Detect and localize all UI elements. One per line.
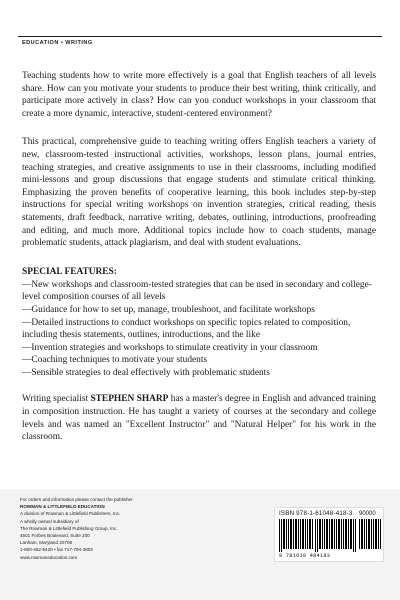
category-label: EDUCATION • WRITING <box>22 40 93 46</box>
feature-item: —Invention strategies and workshops to stimulate creativity in your classroom <box>22 342 318 353</box>
special-features-heading: SPECIAL FEATURES: <box>22 266 117 277</box>
feature-item: —Coaching techniques to motivate your students <box>22 355 208 366</box>
features-list <box>22 279 376 380</box>
barcode-block <box>274 507 384 562</box>
top-rule <box>18 36 382 37</box>
publisher-name: ROWMAN & LITTLEFIELD EDUCATION <box>20 504 105 510</box>
author-intro: Writing specialist <box>22 394 91 405</box>
publisher-city: Lanham, Maryland 20706 <box>20 540 73 546</box>
publisher-group: The Rowman & Littlefield Publishing Group, Inc. <box>20 525 118 531</box>
publisher-address: 4501 Forbes Boulevard, Suite 200 <box>20 533 90 539</box>
feature-item: —Guidance for how to set up, manage, troubleshoot, and facilitate workshops <box>22 304 315 315</box>
author-bio-rest: has a master's degree in English and advanced training in composition instruction. He has taught a variety of courses at the secondary and college levels and was named an "Excellent Instructor" and "Natural Helper" for his work in the classroom. <box>22 394 376 443</box>
isbn-label: ISBN 978-1-61048-418-3 <box>279 510 353 517</box>
feature-item: —New workshops and classroom-tested strategies that can be used in secondary and college-level composition courses of all levels <box>22 279 372 303</box>
publisher-phone: 1-800-462-6420 • fax 717-794-3803 <box>20 547 93 553</box>
addon-barcode-icon <box>359 519 381 549</box>
publisher-info <box>20 496 133 561</box>
feature-item: —Sensible strategies to deal effectively with problematic students <box>22 367 270 378</box>
publisher-contact-line: For orders and information please contact the publisher <box>20 497 133 502</box>
description-paragraph: This practical, comprehensive guide to teaching writing offers English teachers a variety of new, classroom-tested instructional activities, workshops, lesson plans, journal entries, teaching strategies, and creative assignments to use in their classrooms, including modified mini-lessons and group discussions that engage students and stimulate critical thinking. Emphasizing the proven benefits of cooperative learning, this book includes step-by-step instructions for special writing workshops on invention strategies, critical reading, thesis statements, draft feedback, narrative writing, debates, outlining, introductions, proofreading and editing, and much more. Additional topics include how to coach students, manage problematic students, attack plagiarism, and deal with student evaluations. <box>22 137 376 249</box>
barcode-icon <box>279 519 357 552</box>
publisher-website: www.rowmaneducation.com <box>20 554 78 560</box>
intro-paragraph: Teaching students how to write more effectively is a goal that English teachers of all levels share. How can you motivate your students to produce their best writing, think critically, and participate more actively in class? How can you conduct workshops in your classroom that create a more dynamic, interactive, student-centered environment? <box>22 71 376 119</box>
publisher-division: A division of Rowman & Littlefield Publishers, Inc. <box>20 511 121 517</box>
feature-item: —Detailed instructions to conduct workshops on specific topics related to composition, including thesis statements, outlines, introductions, and the like <box>22 317 351 341</box>
author-bio <box>22 393 376 443</box>
addon-number: 90000 <box>359 511 376 517</box>
author-name: STEPHEN SHARP <box>90 394 169 405</box>
publisher-subsidiary-line: A wholly owned subsidiary of <box>20 518 79 524</box>
barcode-number: 9 781610 484183 <box>279 553 331 559</box>
back-cover-text <box>22 70 376 444</box>
